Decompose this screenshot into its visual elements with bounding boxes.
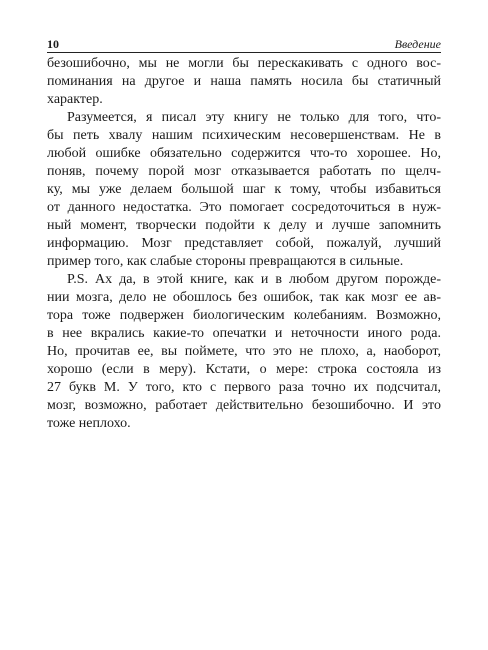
- text-line: хорошо (если в меру). Кстати, о мере: строка состояла из: [47, 362, 441, 377]
- body-text: [47, 55, 441, 433]
- text-line: поняв, почему порой мозг отказывается работать по щелч-: [47, 164, 441, 179]
- running-head: Введение: [394, 37, 441, 51]
- page-number: 10: [47, 37, 59, 51]
- text-line: безошибочно, мы не могли бы перескакивать с одного вос-: [47, 56, 441, 71]
- text-line: любой ошибке обязательно содержится что-то хорошее. Но,: [47, 146, 441, 161]
- paragraph-1: [47, 55, 441, 109]
- text-line: информацию. Мозг представляет собой, пожалуй, лучший: [47, 236, 441, 251]
- text-line: пример того, как слабые стороны превращаются в сильные.: [47, 254, 404, 269]
- text-line: в нее вкрались какие-то опечатки и неточности иного рода.: [47, 326, 441, 341]
- text-line: Разумеется, я писал эту книгу не только для того, что-: [67, 110, 441, 125]
- text-line: Но, прочитав ее, вы поймете, что это не плохо, а, наоборот,: [47, 344, 441, 359]
- text-line: нии мозга, дело не обошлось без ошибок, так как мозг ее ав-: [47, 290, 441, 305]
- text-line: тоже неплохо.: [47, 416, 131, 431]
- text-line: 27 букв М. У того, кто с первого раза точно их подсчитал,: [47, 380, 441, 395]
- text-line: ку, мы уже делаем большой шаг к тому, чтобы избавиться: [47, 182, 441, 197]
- page-header: [47, 36, 441, 53]
- paragraph-2: [47, 109, 441, 271]
- text-line: бы петь хвалу нашим психическим несовершенствам. Не в: [47, 128, 441, 143]
- text-line: поминания на другое и наша память носила бы статичный: [47, 74, 441, 89]
- text-line: мозг, возможно, работает действительно безошибочно. И это: [47, 398, 441, 413]
- text-line: ный момент, творчески подойти к делу и лучше запомнить: [47, 218, 441, 233]
- text-line: от данного недостатка. Это помогает сосредоточиться в нуж-: [47, 200, 441, 215]
- text-line: тора тоже подвержен биологическим колебаниям. Возможно,: [47, 308, 441, 323]
- text-line: характер.: [47, 92, 103, 107]
- text-line: P.S. Ах да, в этой книге, как и в любом другом порожде-: [67, 272, 441, 287]
- paragraph-3: [47, 271, 441, 433]
